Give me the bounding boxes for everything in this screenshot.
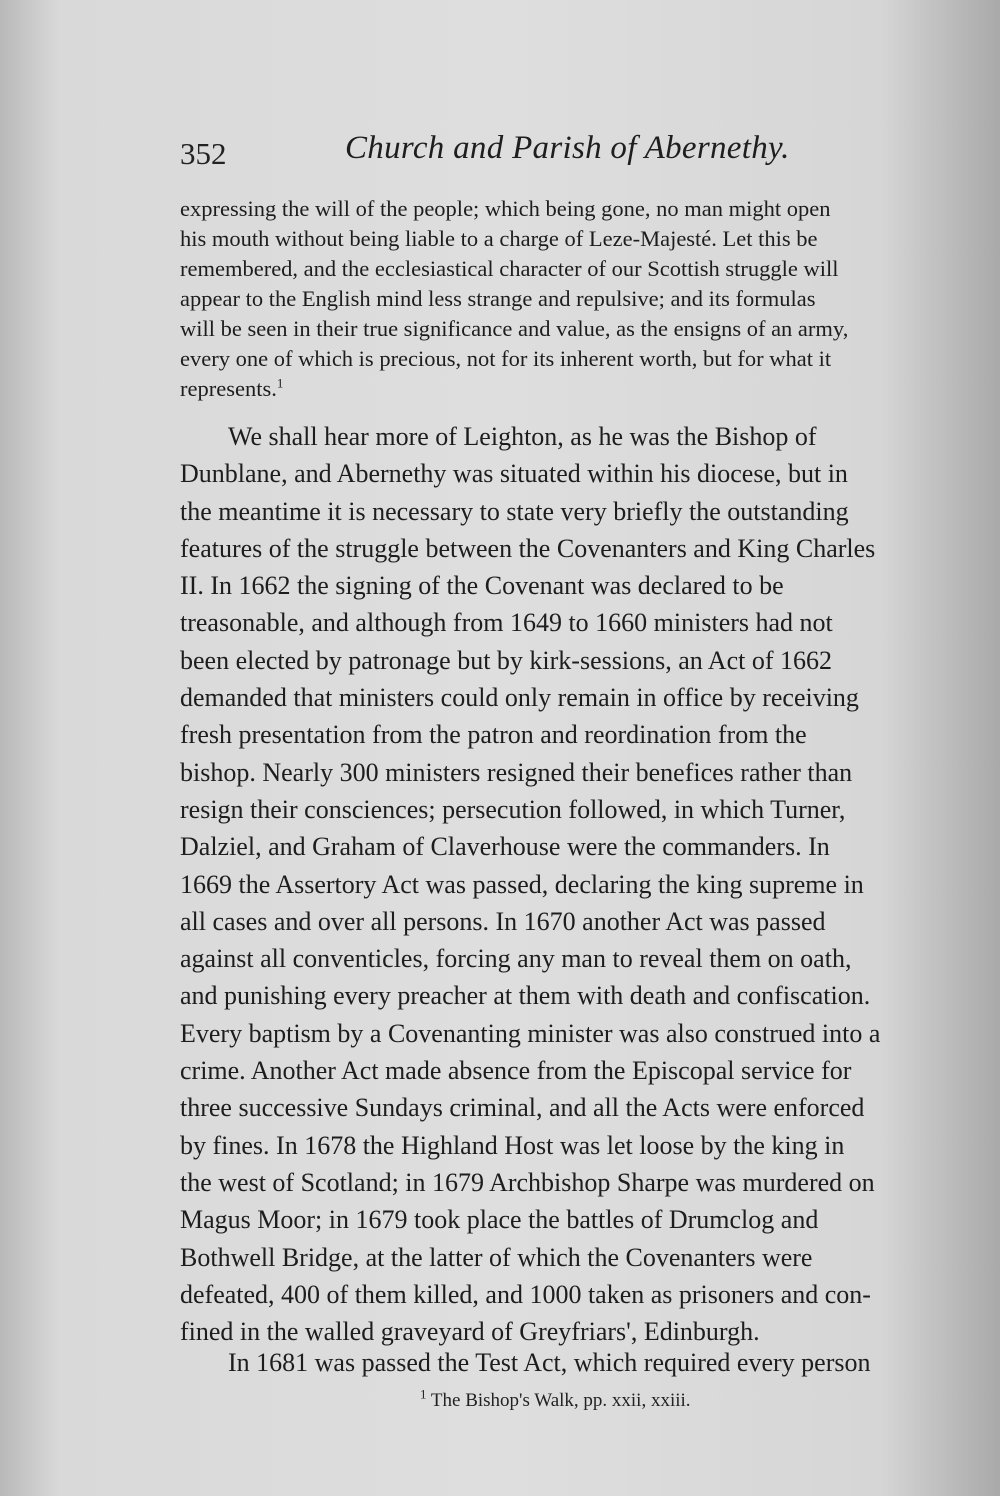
text-line: Every baptism by a Covenanting minister was also construed into a <box>180 1018 881 1048</box>
text-line: resign their consciences; persecution followed, in which Turner, <box>180 794 846 824</box>
text-line: been elected by patronage but by kirk-sessions, an Act of 1662 <box>180 645 832 675</box>
text-line: II. In 1662 the signing of the Covenant was declared to be <box>180 571 784 601</box>
text-line: against all conventicles, forcing any man to reveal them on oath, <box>180 944 852 974</box>
text-line <box>180 374 940 404</box>
page-header <box>180 128 940 178</box>
block-quote <box>180 194 940 404</box>
text-line: Bothwell Bridge, at the latter of which the Covenanters were <box>180 1242 813 1272</box>
text-line: every one of which is precious, not for its inherent worth, but for what it <box>180 346 832 371</box>
text-line: crime. Another Act made absence from the Episcopal service for <box>180 1056 852 1086</box>
text-line: remembered, and the ecclesiastical character of our Scottish struggle will <box>180 256 839 281</box>
text-line: bishop. Nearly 300 ministers resigned their benefices rather than <box>180 757 853 787</box>
text-line: defeated, 400 of them killed, and 1000 taken as prisoners and con- <box>180 1279 871 1309</box>
text-line: fined in the walled graveyard of Greyfriars', Edinburgh. <box>180 1317 760 1347</box>
text-line: appear to the English mind less strange and repulsive; and its formulas <box>180 286 816 311</box>
footnote-mark: 1 <box>420 1386 427 1402</box>
text-line: three successive Sundays criminal, and all the Acts were enforced <box>180 1093 865 1123</box>
text-line: Dalziel, and Graham of Claverhouse were the commanders. In <box>180 832 830 862</box>
text-line: 1669 the Assertory Act was passed, declaring the king supreme in <box>180 869 864 899</box>
text-line: features of the struggle between the Covenanters and King Charles <box>180 533 876 563</box>
text-line: and punishing every preacher at them with death and confiscation. <box>180 981 871 1011</box>
text-line: fresh presentation from the patron and reordination from the <box>180 720 807 750</box>
text-line: expressing the will of the people; which being gone, no man might open <box>180 196 831 221</box>
text-line: demanded that ministers could only remain in office by receiving <box>180 683 859 713</box>
text-line: In 1681 was passed the Test Act, which required every person <box>228 1348 871 1377</box>
paragraph-test-act <box>180 1344 940 1381</box>
paragraph-covenanters <box>180 418 940 1350</box>
footnote-text: The Bishop's Walk, pp. xxii, xxiii. <box>430 1390 691 1411</box>
text-line: by fines. In 1678 the Highland Host was let loose by the king in <box>180 1130 845 1160</box>
running-title: Church and Parish of Abernethy. <box>345 130 790 166</box>
quote-last-words: represents. <box>180 376 277 401</box>
text-line: the meantime it is necessary to state very briefly the outstanding <box>180 496 849 526</box>
text-line: his mouth without being liable to a charge of Leze-Majesté. Let this be <box>180 226 818 251</box>
footnote-reference: 1 <box>276 375 284 391</box>
text-line: treasonable, and although from 1649 to 1660 ministers had not <box>180 608 833 638</box>
text-line: the west of Scotland; in 1679 Archbishop Sharpe was murdered on <box>180 1167 875 1197</box>
footnote <box>420 1386 691 1412</box>
text-line: Dunblane, and Abernethy was situated within his diocese, but in <box>180 459 848 489</box>
text-line: will be seen in their true significance and value, as the ensigns of an army, <box>180 316 849 341</box>
page-number: 352 <box>180 136 227 171</box>
text-line: Magus Moor; in 1679 took place the battles of Drumclog and <box>180 1205 819 1235</box>
text-line: We shall hear more of Leighton, as he was the Bishop of <box>228 422 817 451</box>
text-line: all cases and over all persons. In 1670 another Act was passed <box>180 906 826 936</box>
